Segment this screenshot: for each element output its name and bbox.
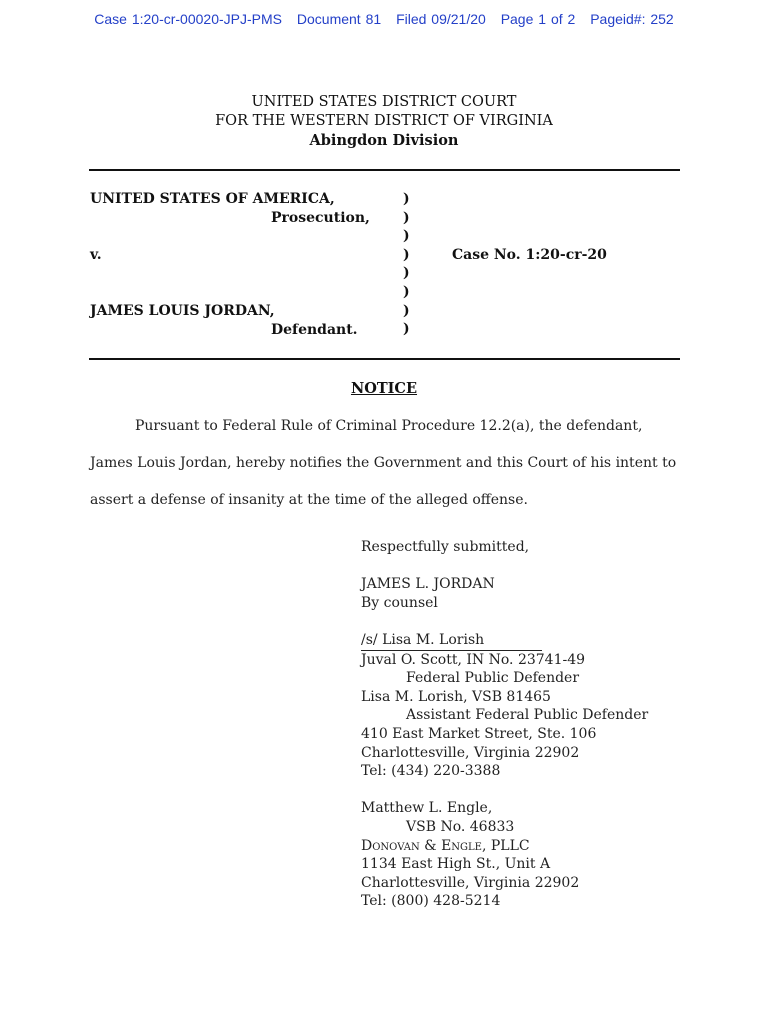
case-number: Case No. 1:20-cr-20 (452, 247, 607, 263)
plaintiff-name: UNITED STATES OF AMERICA, (90, 191, 335, 207)
court-division: Abingdon Division (309, 132, 459, 149)
header-pageid: Pageid#: 252 (590, 11, 674, 27)
notice-body-line: James Louis Jordan, hereby notifies the Government and this Court of his intent to (90, 455, 677, 471)
court-heading (0, 93, 768, 150)
office-city: Charlottesville, Virginia 22902 (361, 744, 580, 761)
caption-bottom-rule (89, 358, 680, 360)
attorney-engle-vsb: VSB No. 46833 (406, 818, 515, 835)
header-page-count: Page 1 of 2 (500, 11, 576, 27)
caption-paren: ) (403, 228, 410, 245)
firm-address: 1134 East High St., Unit A (361, 856, 551, 873)
attorney-lorish: Lisa M. Lorish, VSB 81465 (361, 688, 551, 705)
caption-paren: ) (403, 209, 410, 226)
caption-paren-column (403, 190, 410, 339)
attorney-engle: Matthew L. Engle, (361, 800, 493, 817)
caption-paren: ) (403, 191, 410, 207)
caption-paren: ) (403, 283, 410, 300)
defendant-role: Defendant. (271, 322, 358, 338)
attorney-scott-title: Federal Public Defender (406, 670, 580, 687)
versus-label: v. (90, 247, 102, 263)
caption-paren: ) (403, 265, 410, 282)
office-phone: Tel: (434) 220-3388 (361, 763, 501, 780)
attorney-scott: Juval O. Scott, IN No. 23741-49 (361, 651, 586, 668)
notice-title: NOTICE (350, 380, 418, 397)
by-counsel: By counsel (361, 594, 438, 611)
caption-top-rule (89, 169, 680, 171)
client-name: JAMES L. JORDAN (361, 576, 495, 593)
caption-paren: ) (403, 246, 410, 263)
court-name: UNITED STATES DISTRICT COURT (251, 94, 517, 110)
firm-city: Charlottesville, Virginia 22902 (361, 874, 580, 891)
office-address: 410 East Market Street, Ste. 106 (361, 725, 597, 742)
notice-body-line: assert a defense of insanity at the time of the alleged offense. (90, 492, 528, 508)
closing: Respectfully submitted, (361, 539, 530, 555)
plaintiff-role: Prosecution, (271, 210, 370, 226)
court-district: FOR THE WESTERN DISTRICT OF VIRGINIA (215, 113, 553, 129)
header-case-number: Case 1:20-cr-00020-JPJ-PMS (94, 11, 282, 27)
caption-paren: ) (403, 302, 410, 319)
signature-block (361, 538, 648, 911)
firm-phone: Tel: (800) 428-5214 (361, 893, 501, 910)
electronic-signature: /s/ Lisa M. Lorish (361, 631, 542, 651)
header-document-number: Document 81 (296, 11, 382, 27)
firm-name: Donovan & Engle, PLLC (361, 837, 530, 854)
attorney-lorish-title: Assistant Federal Public Defender (406, 707, 649, 724)
notice-body-line: Pursuant to Federal Rule of Criminal Procedure 12.2(a), the defendant, (135, 418, 643, 434)
header-filed-date: Filed 09/21/20 (396, 11, 486, 27)
defendant-name: JAMES LOUIS JORDAN, (90, 303, 275, 319)
ecf-header (0, 11, 768, 27)
caption-paren: ) (403, 321, 410, 338)
